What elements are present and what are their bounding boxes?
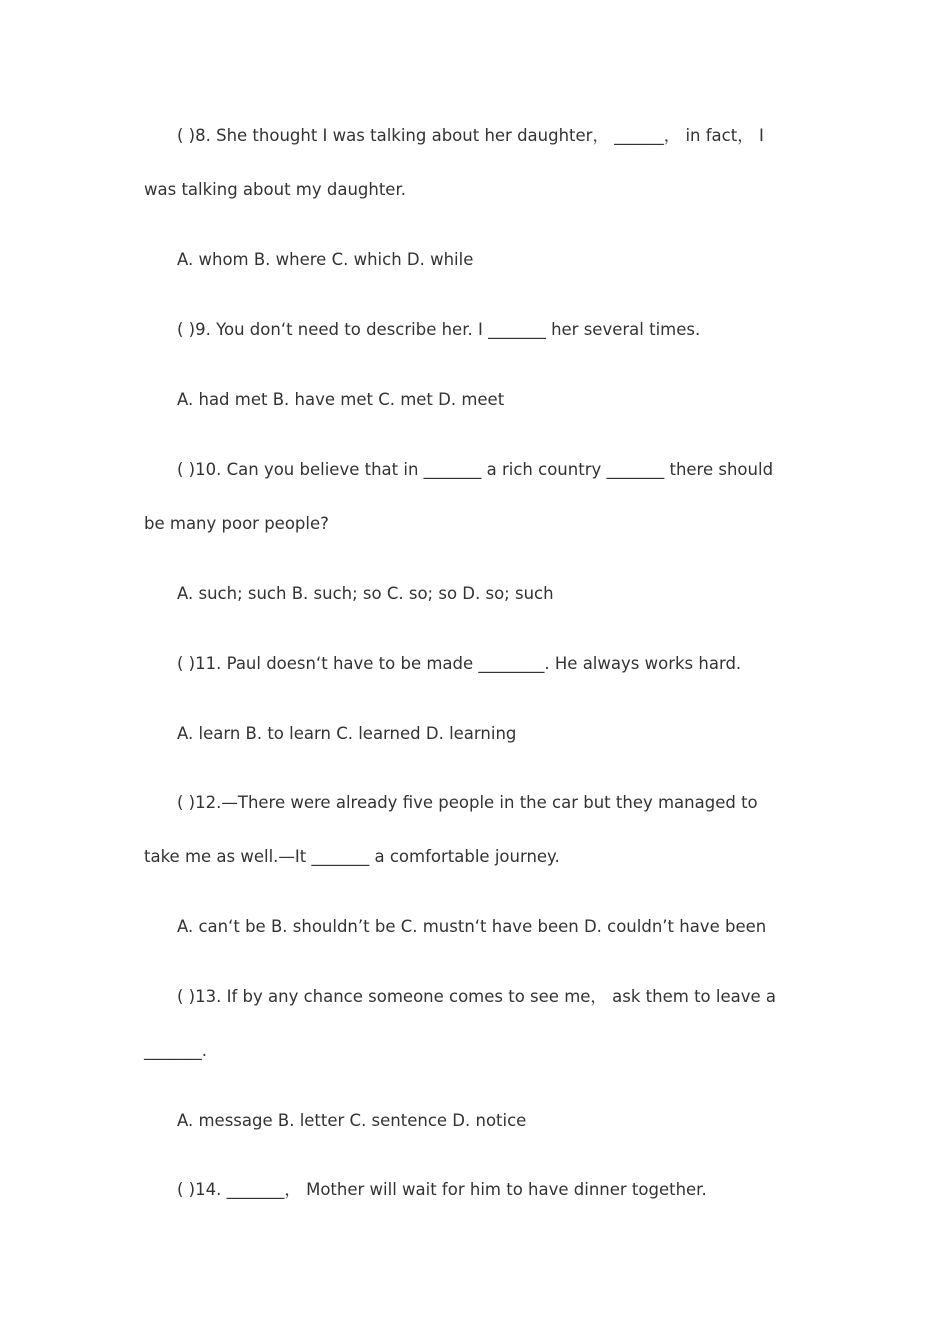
question-13-options: A. message B. letter C. sentence D. notice xyxy=(177,1111,527,1130)
question-8-line-2: was talking about my daughter. xyxy=(144,180,406,199)
question-12-options: A. can‘t be B. shouldn’t be C. mustn‘t have been D. couldn’t have been xyxy=(177,917,767,936)
question-13-line-1: ( )13. If by any chance someone comes to see me， ask them to leave a xyxy=(177,987,777,1006)
question-10-options: A. such; such B. such; so C. so; so D. so; such xyxy=(177,584,554,603)
question-11-line-1: ( )11. Paul doesn‘t have to be made ________. He always works hard. xyxy=(177,654,742,673)
question-8-line-1: ( )8. She thought I was talking about her daughter， ______， in fact， I xyxy=(177,126,764,145)
question-14-line-1: ( )14. _______， Mother will wait for him to have dinner together. xyxy=(177,1180,707,1199)
question-10-line-1: ( )10. Can you believe that in _______ a rich country _______ there should xyxy=(177,460,774,479)
question-11-options: A. learn B. to learn C. learned D. learning xyxy=(177,724,517,743)
question-9-line-1: ( )9. You don‘t need to describe her. I _______ her several times. xyxy=(177,320,701,339)
question-12-line-1: ( )12.—There were already five people in the car but they managed to xyxy=(177,793,758,812)
question-10-line-2: be many poor people? xyxy=(144,514,329,533)
question-9-options: A. had met B. have met C. met D. meet xyxy=(177,390,505,409)
question-13-line-2: _______. xyxy=(144,1041,207,1060)
question-12-line-2: take me as well.—It _______ a comfortable journey. xyxy=(144,847,560,866)
question-8-options: A. whom B. where C. which D. while xyxy=(177,250,474,269)
